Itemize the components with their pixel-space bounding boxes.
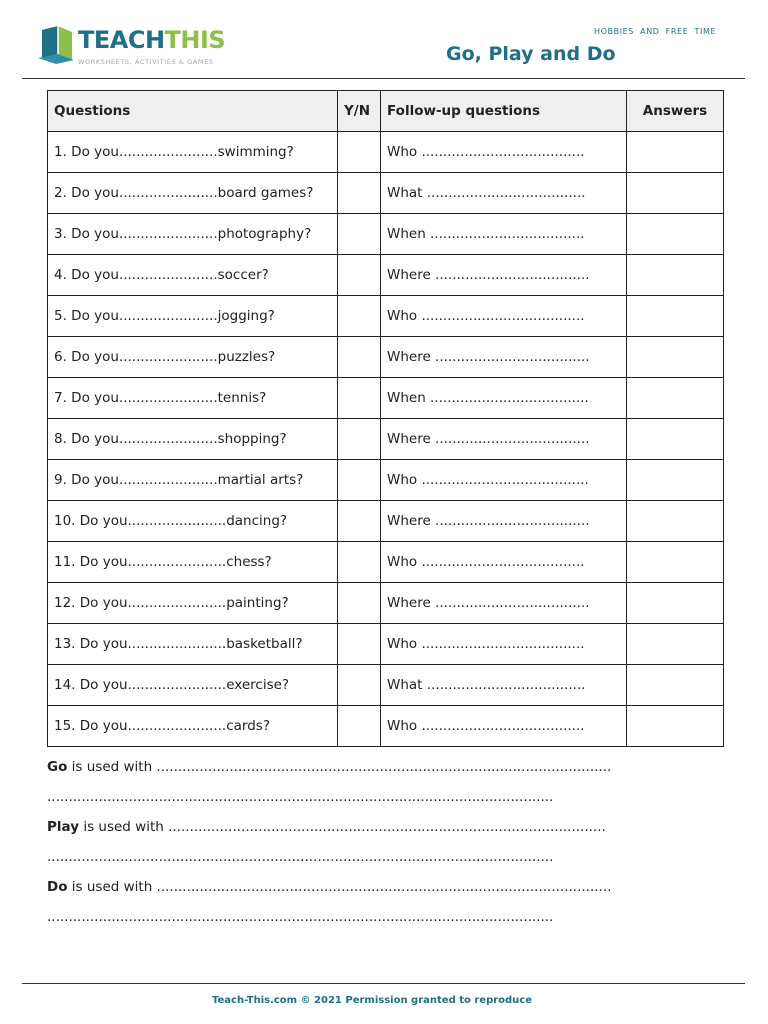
table-header-row xyxy=(48,91,724,132)
table-row xyxy=(48,583,724,624)
yn-cell[interactable] xyxy=(338,706,381,747)
footer-copyright: Teach-This.com © 2021 Permission granted to reproduce xyxy=(212,995,533,1006)
yn-cell[interactable] xyxy=(338,542,381,583)
logo-this-text: THIS xyxy=(164,26,226,54)
do-label: Do xyxy=(47,879,68,895)
teach-this-logo xyxy=(36,22,236,72)
table-row xyxy=(48,173,724,214)
logo-teach-text: TEACH xyxy=(78,26,165,54)
followup-cell: When ..................................... xyxy=(381,378,627,419)
followup-cell: Who ...................................... xyxy=(381,624,627,665)
followup-cell: Who ...................................... xyxy=(381,542,627,583)
table-row xyxy=(48,378,724,419)
yn-cell[interactable] xyxy=(338,255,381,296)
topic-label: HOBBIES AND FREE TIME xyxy=(594,27,717,36)
used-with-text: is used with xyxy=(79,819,169,835)
yn-cell[interactable] xyxy=(338,378,381,419)
used-with-text: is used with xyxy=(67,879,157,895)
header-questions: Questions xyxy=(48,91,338,132)
go-dots: .......................................................................................................... xyxy=(156,759,612,775)
go-line[interactable] xyxy=(47,752,747,782)
yn-cell[interactable] xyxy=(338,132,381,173)
table-row xyxy=(48,542,724,583)
question-cell: 7. Do you.......................tennis? xyxy=(48,378,338,419)
question-cell: 1. Do you.......................swimming? xyxy=(48,132,338,173)
do-line[interactable] xyxy=(47,872,747,902)
go-continuation-line[interactable]: ...................................................................................................................... xyxy=(47,789,554,805)
play-dots: ...................................................................................................... xyxy=(168,819,606,835)
answer-cell[interactable] xyxy=(627,706,724,747)
top-divider xyxy=(22,78,745,79)
followup-cell: Where .................................... xyxy=(381,255,627,296)
answer-cell[interactable] xyxy=(627,542,724,583)
followup-cell: Where .................................... xyxy=(381,337,627,378)
bottom-divider xyxy=(22,983,745,984)
yn-cell[interactable] xyxy=(338,583,381,624)
question-cell: 3. Do you.......................photography? xyxy=(48,214,338,255)
do-continuation-line[interactable]: ...................................................................................................................... xyxy=(47,909,554,925)
answer-cell[interactable] xyxy=(627,296,724,337)
page-title: Go, Play and Do xyxy=(446,43,616,65)
question-cell: 5. Do you.......................jogging? xyxy=(48,296,338,337)
play-line[interactable] xyxy=(47,812,747,842)
followup-cell: Who ...................................... xyxy=(381,132,627,173)
answer-cell[interactable] xyxy=(627,419,724,460)
answer-cell[interactable] xyxy=(627,132,724,173)
answer-cell[interactable] xyxy=(627,624,724,665)
question-cell: 6. Do you.......................puzzles? xyxy=(48,337,338,378)
question-cell: 9. Do you.......................martial arts? xyxy=(48,460,338,501)
answer-cell[interactable] xyxy=(627,214,724,255)
followup-cell: Who ...................................... xyxy=(381,706,627,747)
answer-cell[interactable] xyxy=(627,583,724,624)
yn-cell[interactable] xyxy=(338,337,381,378)
question-cell: 13. Do you.......................basketball? xyxy=(48,624,338,665)
answer-cell[interactable] xyxy=(627,173,724,214)
logo-wordmark xyxy=(78,26,225,54)
yn-cell[interactable] xyxy=(338,624,381,665)
table-row xyxy=(48,255,724,296)
answer-cell[interactable] xyxy=(627,255,724,296)
worksheet-table xyxy=(47,90,724,747)
question-cell: 4. Do you.......................soccer? xyxy=(48,255,338,296)
followup-cell: When .................................... xyxy=(381,214,627,255)
followup-cell: Who ....................................... xyxy=(381,460,627,501)
followup-cell: Who ...................................... xyxy=(381,296,627,337)
table-row xyxy=(48,460,724,501)
yn-cell[interactable] xyxy=(338,296,381,337)
do-dots: .......................................................................................................... xyxy=(156,879,612,895)
header-answers: Answers xyxy=(627,91,724,132)
yn-cell[interactable] xyxy=(338,214,381,255)
play-label: Play xyxy=(47,819,80,835)
answer-cell[interactable] xyxy=(627,337,724,378)
table-row xyxy=(48,624,724,665)
book-logo-icon xyxy=(36,24,76,64)
fill-in-lines xyxy=(47,752,747,932)
yn-cell[interactable] xyxy=(338,665,381,706)
question-cell: 14. Do you.......................exercise? xyxy=(48,665,338,706)
followup-cell: What ..................................... xyxy=(381,173,627,214)
followup-cell: Where .................................... xyxy=(381,583,627,624)
question-cell: 12. Do you.......................painting? xyxy=(48,583,338,624)
answer-cell[interactable] xyxy=(627,665,724,706)
question-cell: 15. Do you.......................cards? xyxy=(48,706,338,747)
header xyxy=(0,0,768,80)
play-continuation-line[interactable]: ...................................................................................................................... xyxy=(47,849,554,865)
yn-cell[interactable] xyxy=(338,419,381,460)
answer-cell[interactable] xyxy=(627,378,724,419)
yn-cell[interactable] xyxy=(338,173,381,214)
followup-cell: Where .................................... xyxy=(381,501,627,542)
question-cell: 11. Do you.......................chess? xyxy=(48,542,338,583)
answer-cell[interactable] xyxy=(627,501,724,542)
yn-cell[interactable] xyxy=(338,501,381,542)
logo-tagline: WORKSHEETS, ACTIVITIES & GAMES xyxy=(78,58,214,66)
table-row xyxy=(48,132,724,173)
question-cell: 10. Do you.......................dancing? xyxy=(48,501,338,542)
followup-cell: Where .................................... xyxy=(381,419,627,460)
used-with-text: is used with xyxy=(67,759,157,775)
go-label: Go xyxy=(47,759,68,775)
answer-cell[interactable] xyxy=(627,460,724,501)
table-row xyxy=(48,706,724,747)
table-row xyxy=(48,214,724,255)
table-row xyxy=(48,419,724,460)
header-yn: Y/N xyxy=(338,91,381,132)
table-row xyxy=(48,501,724,542)
yn-cell[interactable] xyxy=(338,460,381,501)
followup-cell: What ..................................... xyxy=(381,665,627,706)
table-row xyxy=(48,296,724,337)
table-row xyxy=(48,337,724,378)
question-cell: 8. Do you.......................shopping? xyxy=(48,419,338,460)
header-followup: Follow-up questions xyxy=(381,91,627,132)
question-cell: 2. Do you.......................board games? xyxy=(48,173,338,214)
table-row xyxy=(48,665,724,706)
